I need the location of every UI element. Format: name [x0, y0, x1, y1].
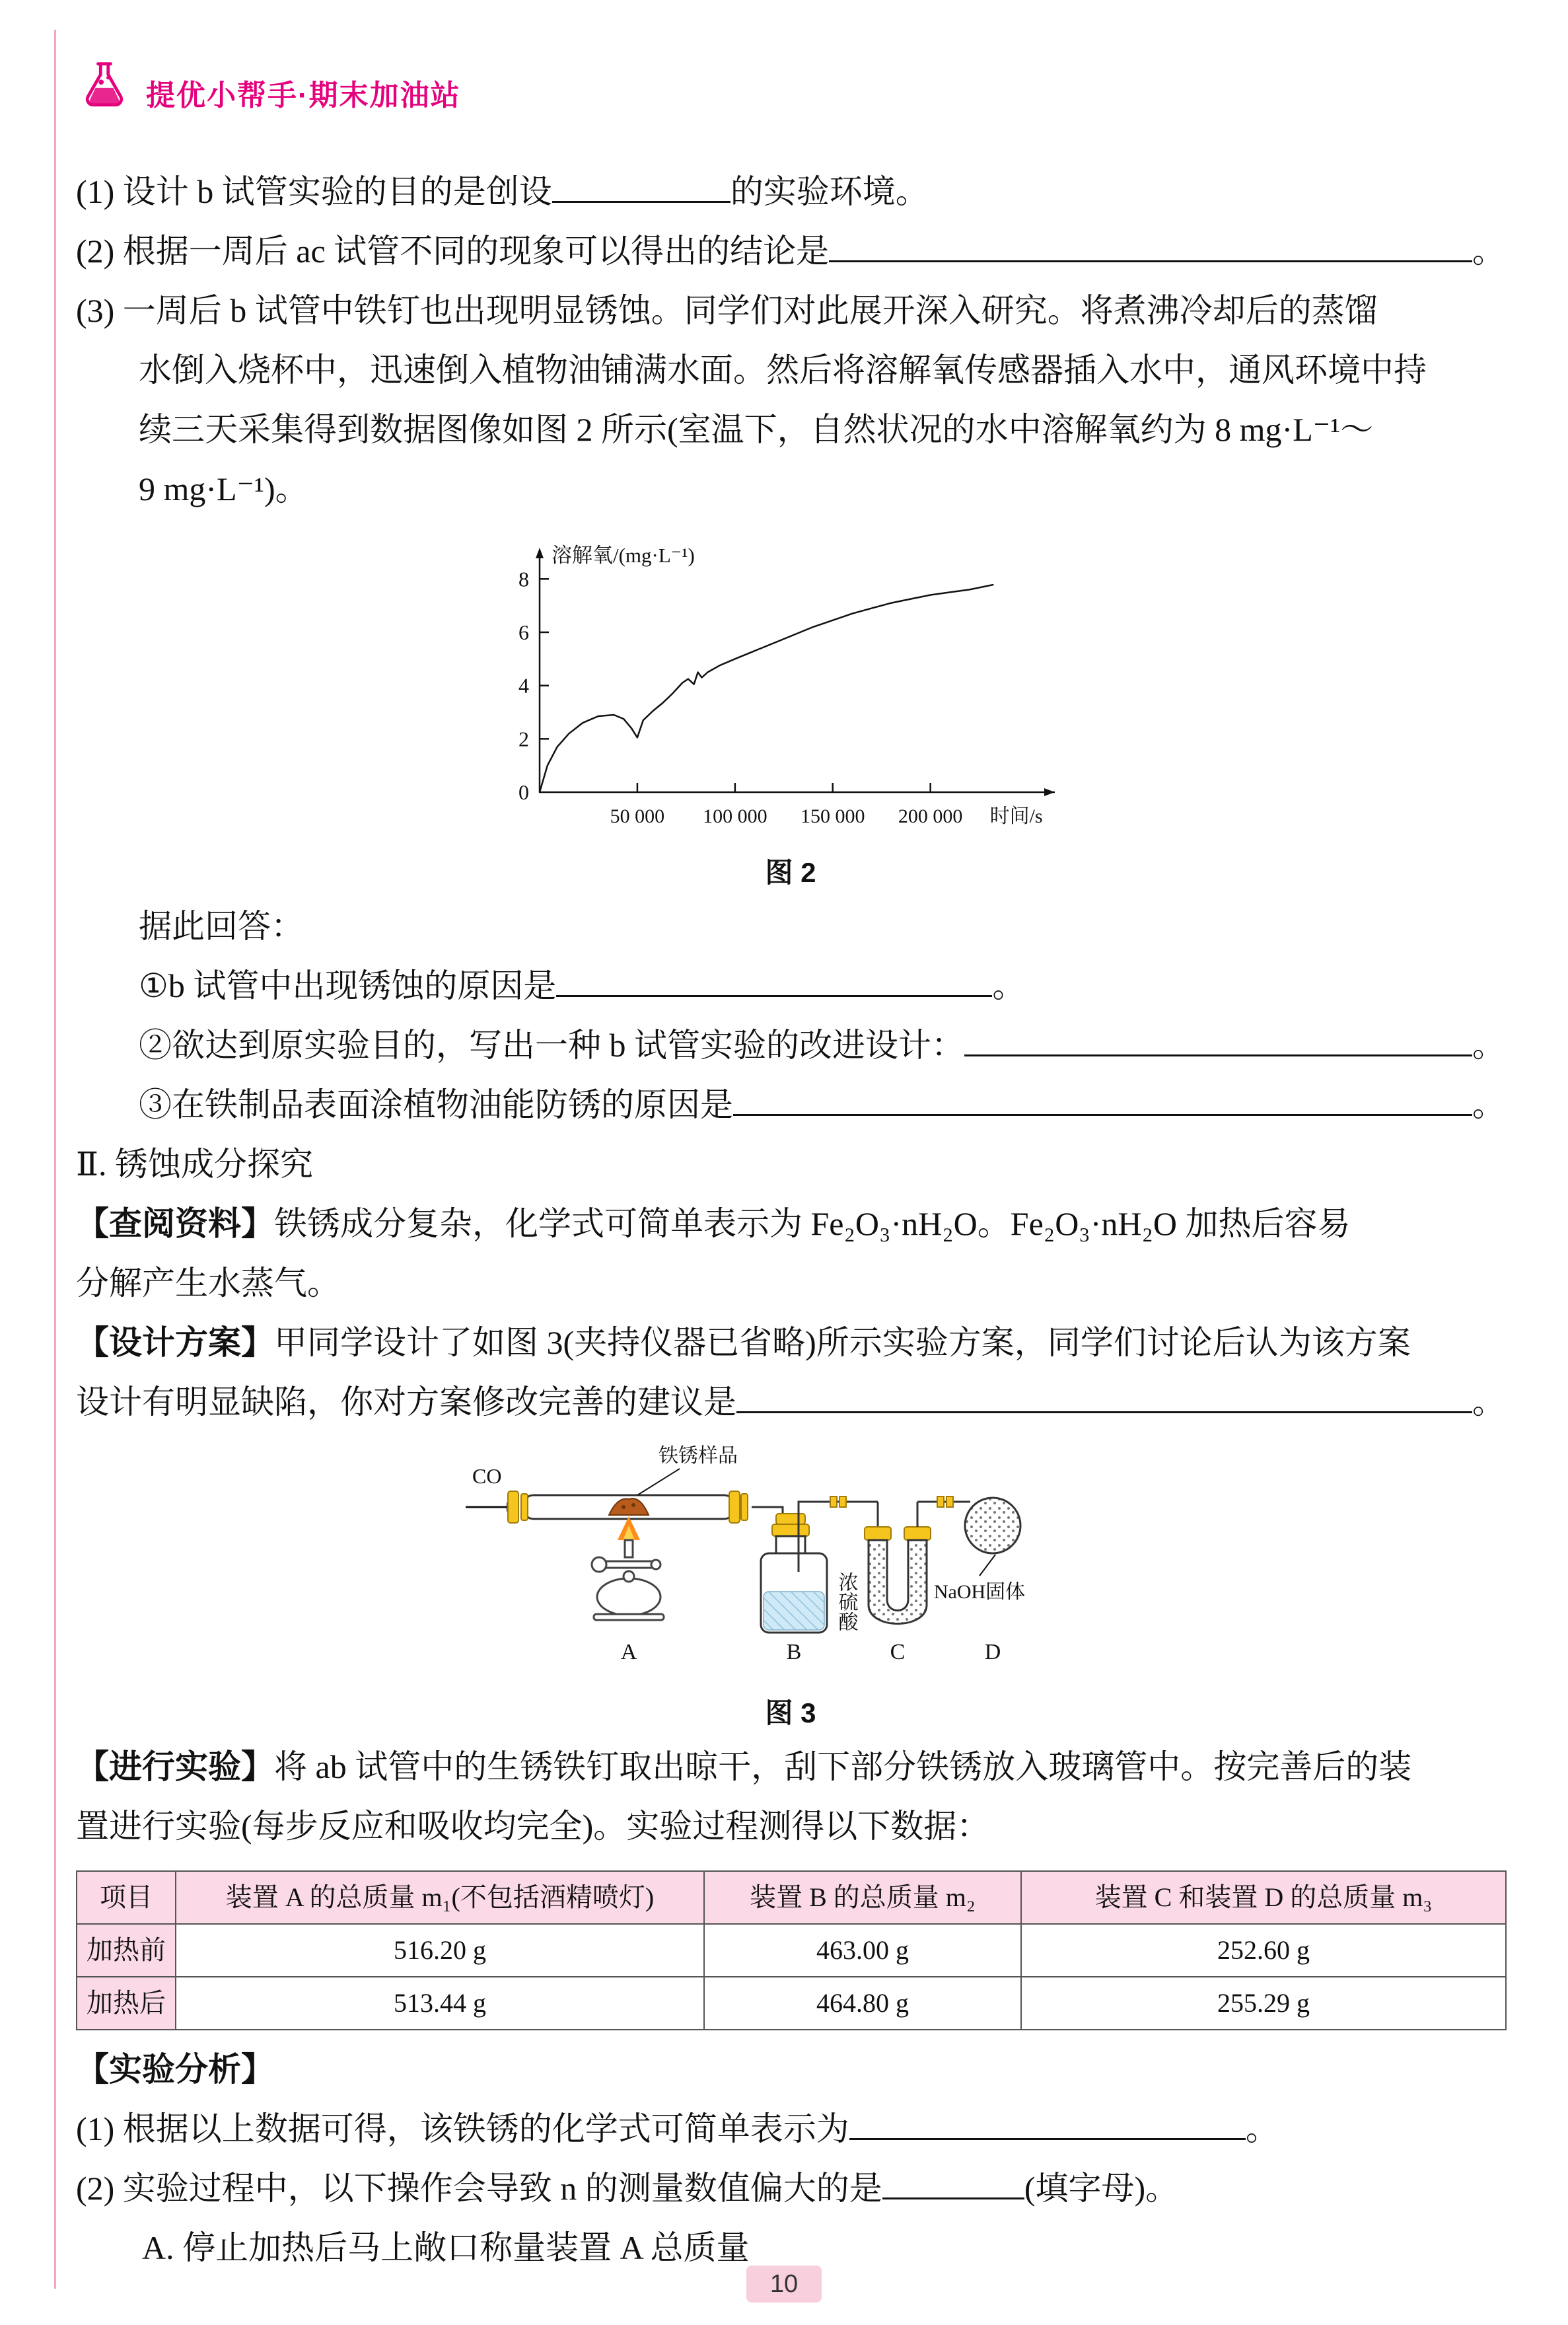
svg-text:0: 0	[518, 780, 529, 804]
experiment-tag: 【进行实验】	[76, 1748, 274, 1785]
svg-text:8: 8	[518, 567, 529, 591]
analysis-tag: 【实验分析】	[76, 2051, 274, 2088]
bottle-neck	[776, 1536, 805, 1553]
drying-sphere	[965, 1498, 1020, 1553]
utube-stopper	[904, 1527, 931, 1540]
sub-question-3-text: ③在铁制品表面涂植物油能防锈的原因是	[139, 1086, 733, 1123]
svg-text:200 000: 200 000	[898, 805, 963, 827]
rubber-connector	[521, 1494, 528, 1520]
dissolved-oxygen-chart	[474, 528, 1108, 833]
question-1-text: (1) 设计 b 试管实验的目的是创设	[76, 173, 552, 210]
answer-blank	[829, 229, 1472, 263]
page-footer	[0, 2251, 1568, 2310]
sub-question-2-tail: 。	[1472, 1027, 1505, 1064]
sub-question-3-tail: 。	[1472, 1086, 1505, 1123]
reference-line-1	[76, 1194, 1505, 1253]
sub-question-2-text: ②欲达到原实验目的，写出一种 b 试管实验的改进设计：	[139, 1027, 964, 1064]
question-2-text: (2) 根据一周后 ac 试管不同的现象可以得出的结论是	[76, 233, 830, 270]
svg-text:溶解氧/(mg·L⁻¹): 溶解氧/(mg·L⁻¹)	[552, 544, 695, 567]
unit-label-b: B	[786, 1640, 802, 1664]
plan-line-2	[76, 1372, 1505, 1432]
table-row	[77, 1977, 1506, 2030]
experiment-paragraph	[76, 1737, 1505, 1856]
table-header-cell: 项目	[77, 1871, 176, 1924]
table-header-cell: 装置 B 的总质量 m₂	[704, 1871, 1021, 1924]
lamp-tank	[597, 1578, 660, 1615]
plan-paragraph	[76, 1313, 1505, 1432]
reference-line-2: 分解产生水蒸气。	[76, 1265, 340, 1302]
question-1-tail: 的实验环境。	[730, 173, 929, 210]
reference-text: 铁锈成分复杂，化学式可简单表示为 Fe₂O₃·nH₂O。Fe₂O₃·nH₂O 加热后容易	[274, 1205, 1351, 1242]
sub-question-1	[76, 956, 1505, 1015]
figure-3-caption: 图 3	[765, 1697, 816, 1728]
question-3-line: 续三天采集得到数据图像如图 2 所示(室温下，自然状况的水中溶解氧约为 8 mg·L⁻¹～	[139, 411, 1374, 448]
answer-blank	[882, 2166, 1024, 2200]
table-cell: 516.20 g	[176, 1924, 704, 1977]
experiment-line-1	[76, 1737, 1505, 1796]
table-cell: 252.60 g	[1021, 1924, 1506, 1977]
question-3	[76, 281, 1505, 519]
svg-text:6: 6	[518, 620, 529, 644]
question-2	[76, 221, 1505, 281]
svg-text:150 000: 150 000	[801, 805, 865, 827]
answer-blank	[964, 1023, 1472, 1057]
question-3-line: (3) 一周后 b 试管中铁钉也出现明显锈蚀。同学们对此展开深入研究。将煮沸冷却后的蒸馏	[76, 292, 1378, 329]
svg-text:50 000: 50 000	[610, 805, 665, 827]
table-cell: 463.00 g	[704, 1924, 1021, 1977]
row-label: 加热后	[77, 1977, 176, 2030]
plan-text-2: 设计有明显缺陷，你对方案修改完善的建议是	[76, 1384, 736, 1421]
experiment-line-2: 置进行实验(每步反应和吸收均完全)。实验过程测得以下数据：	[76, 1808, 990, 1845]
acid-label: 浓硫酸	[835, 1572, 857, 1631]
acid-liquid	[764, 1592, 824, 1630]
answer-blank	[849, 2107, 1246, 2141]
analysis-2-tail: (填字母)。	[1024, 2170, 1179, 2207]
answer-blank	[552, 170, 731, 203]
table-header-row	[77, 1871, 1506, 1924]
table-cell: 513.44 g	[176, 1977, 704, 2030]
svg-text:2: 2	[518, 727, 529, 751]
sub-question-1-tail: 。	[992, 967, 1026, 1004]
flask-logo-icon	[76, 58, 133, 133]
naoh-label: NaOH固体	[933, 1581, 1026, 1603]
question-3-line: 水倒入烧杯中，迅速倒入植物油铺满水面。然后将溶解氧传感器插入水中，通风环境中持	[139, 351, 1427, 388]
experiment-text: 将 ab 试管中的生锈铁钉取出晾干，刮下部分铁锈放入玻璃管中。按完善后的装	[274, 1748, 1412, 1785]
option-a: A. 停止加热后马上敞口称量装置 A 总质量	[142, 2229, 750, 2266]
answer-blank	[736, 1380, 1472, 1414]
question-3-line: 9 mg·L⁻¹)。	[139, 470, 308, 507]
co-label: CO	[472, 1464, 502, 1488]
measurement-table	[76, 1870, 1507, 2030]
answer-blank	[733, 1083, 1472, 1117]
table-header-cell: 装置 C 和装置 D 的总质量 m₃	[1021, 1871, 1506, 1924]
analysis-2-text: (2) 实验过程中，以下操作会导致 n 的测量数值偏大的是	[76, 2170, 882, 2207]
answer-blank	[556, 964, 992, 998]
bottle-stopper	[772, 1524, 809, 1536]
lamp-base	[594, 1614, 664, 1620]
analysis-1-tail: 。	[1245, 2110, 1279, 2147]
svg-text:100 000: 100 000	[703, 805, 767, 827]
sub-question-1-text: ①b 试管中出现锈蚀的原因是	[139, 967, 557, 1004]
rubber-connector	[741, 1494, 748, 1520]
apparatus-diagram	[460, 1441, 1121, 1674]
rubber-connector	[508, 1491, 518, 1523]
page-header	[76, 63, 1505, 129]
analysis-heading	[76, 2040, 1505, 2099]
left-accent-line	[54, 30, 56, 2289]
analysis-1-text: (1) 根据以上数据可得，该铁锈的化学式可简单表示为	[76, 2110, 849, 2147]
reference-paragraph	[76, 1194, 1505, 1313]
lamp-nozzle	[625, 1540, 633, 1557]
unit-label-a: A	[620, 1640, 637, 1664]
svg-text:4: 4	[518, 673, 529, 698]
plan-line-1	[76, 1313, 1505, 1372]
analysis-question-1	[76, 2099, 1505, 2159]
plan-tag: 【设计方案】	[76, 1324, 274, 1361]
question-1	[76, 162, 1505, 221]
page-number: 10	[746, 2266, 822, 2303]
figure-3	[76, 1441, 1505, 1734]
figure-2	[76, 528, 1505, 894]
header-title: 提优小帮手·期末加油站	[146, 79, 461, 112]
figure-2-caption: 图 2	[765, 857, 816, 888]
plan-tail: 。	[1472, 1384, 1505, 1421]
plan-text: 甲同学设计了如图 3(夹持仪器已省略)所示实验方案，同学们讨论后认为该方案	[274, 1324, 1411, 1361]
svg-text:时间/s: 时间/s	[989, 805, 1043, 827]
row-label: 加热前	[77, 1924, 176, 1977]
answer-prompt: 据此回答：	[139, 908, 304, 945]
u-tube	[869, 1540, 927, 1624]
table-cell: 464.80 g	[704, 1977, 1021, 2030]
unit-label-d: D	[984, 1640, 1001, 1664]
lamp-valve	[592, 1557, 606, 1572]
unit-label-c: C	[890, 1640, 906, 1664]
table-row	[77, 1924, 1506, 1977]
sub-question-2	[76, 1015, 1505, 1075]
analysis-question-2	[76, 2159, 1505, 2218]
table-header-cell: 装置 A 的总质量 m₁(不包括酒精喷灯)	[176, 1871, 704, 1924]
section-2-heading: Ⅱ. 锈蚀成分探究	[76, 1146, 313, 1183]
question-2-tail: 。	[1472, 233, 1505, 270]
reference-tag: 【查阅资料】	[76, 1205, 274, 1242]
table-cell: 255.29 g	[1021, 1977, 1506, 2030]
utube-stopper	[865, 1527, 891, 1540]
sub-question-3	[76, 1075, 1505, 1134]
rubber-connector	[729, 1491, 740, 1523]
sample-label: 铁锈样品	[659, 1445, 738, 1467]
